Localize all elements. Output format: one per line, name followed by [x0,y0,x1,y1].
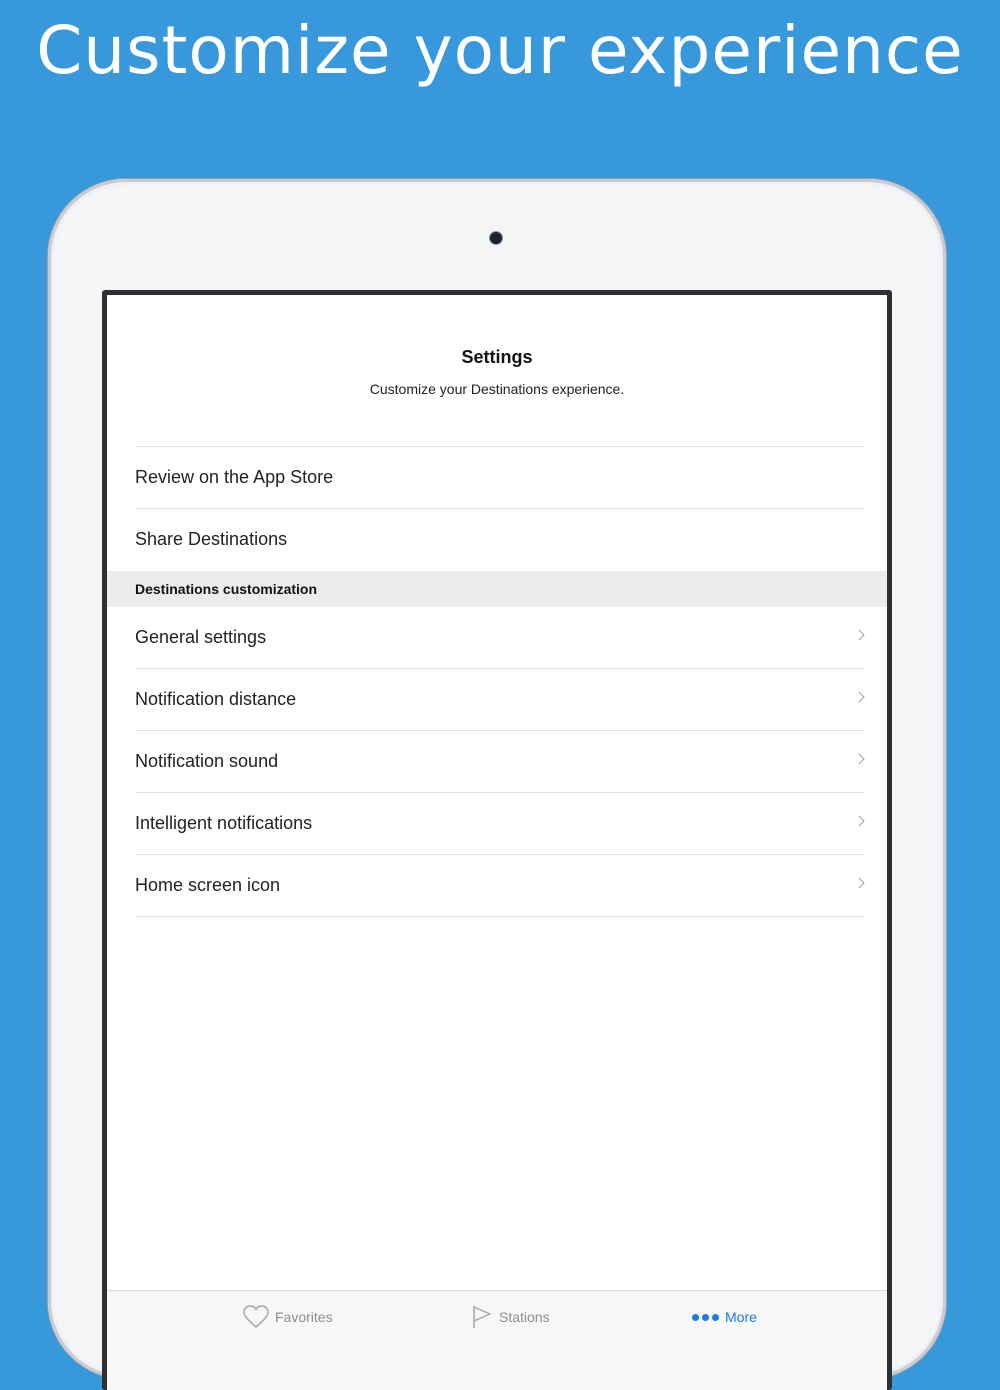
general-settings-row[interactable] [135,607,865,669]
row-label: Notification sound [135,751,279,771]
tab-label: Favorites [275,1309,333,1325]
tab-label: More [725,1309,757,1325]
tab-bar [107,1290,887,1390]
section-header [107,571,887,607]
row-label: General settings [135,627,267,647]
chevron-right-icon [853,691,864,702]
tab-stations[interactable] [471,1305,550,1329]
chevron-right-icon [853,877,864,888]
tab-more[interactable] [692,1309,757,1325]
app-screen [107,295,887,1390]
notification-distance-row[interactable] [135,669,865,731]
section-header-label: Destinations customization [135,581,318,597]
flag-icon [471,1305,493,1329]
chevron-right-icon [853,629,864,640]
chevron-right-icon [853,753,864,764]
page-subtitle: Customize your Destinations experience. [369,381,625,397]
review-app-store-row[interactable] [135,447,865,509]
screen-bezel [102,290,892,1390]
row-label: Review on the App Store [135,467,334,487]
row-label: Intelligent notifications [135,813,313,833]
chevron-right-icon [853,815,864,826]
ipad-frame [48,179,946,1379]
row-label: Share Destinations [135,529,288,549]
home-screen-icon-row[interactable] [135,855,865,917]
row-label: Home screen icon [135,875,281,895]
share-destinations-row[interactable] [135,509,865,570]
heart-icon [243,1305,269,1329]
more-dots-icon [692,1314,719,1321]
top-list [107,447,887,570]
tab-label: Stations [499,1309,550,1325]
page-title: Settings [461,347,533,367]
row-label: Notification distance [135,689,297,709]
camera-icon [490,232,502,244]
tab-favorites[interactable] [243,1305,333,1329]
promo-headline: Customize your experience [36,12,964,89]
intelligent-notifications-row[interactable] [135,793,865,855]
notification-sound-row[interactable] [135,731,865,793]
customization-list [107,607,887,917]
